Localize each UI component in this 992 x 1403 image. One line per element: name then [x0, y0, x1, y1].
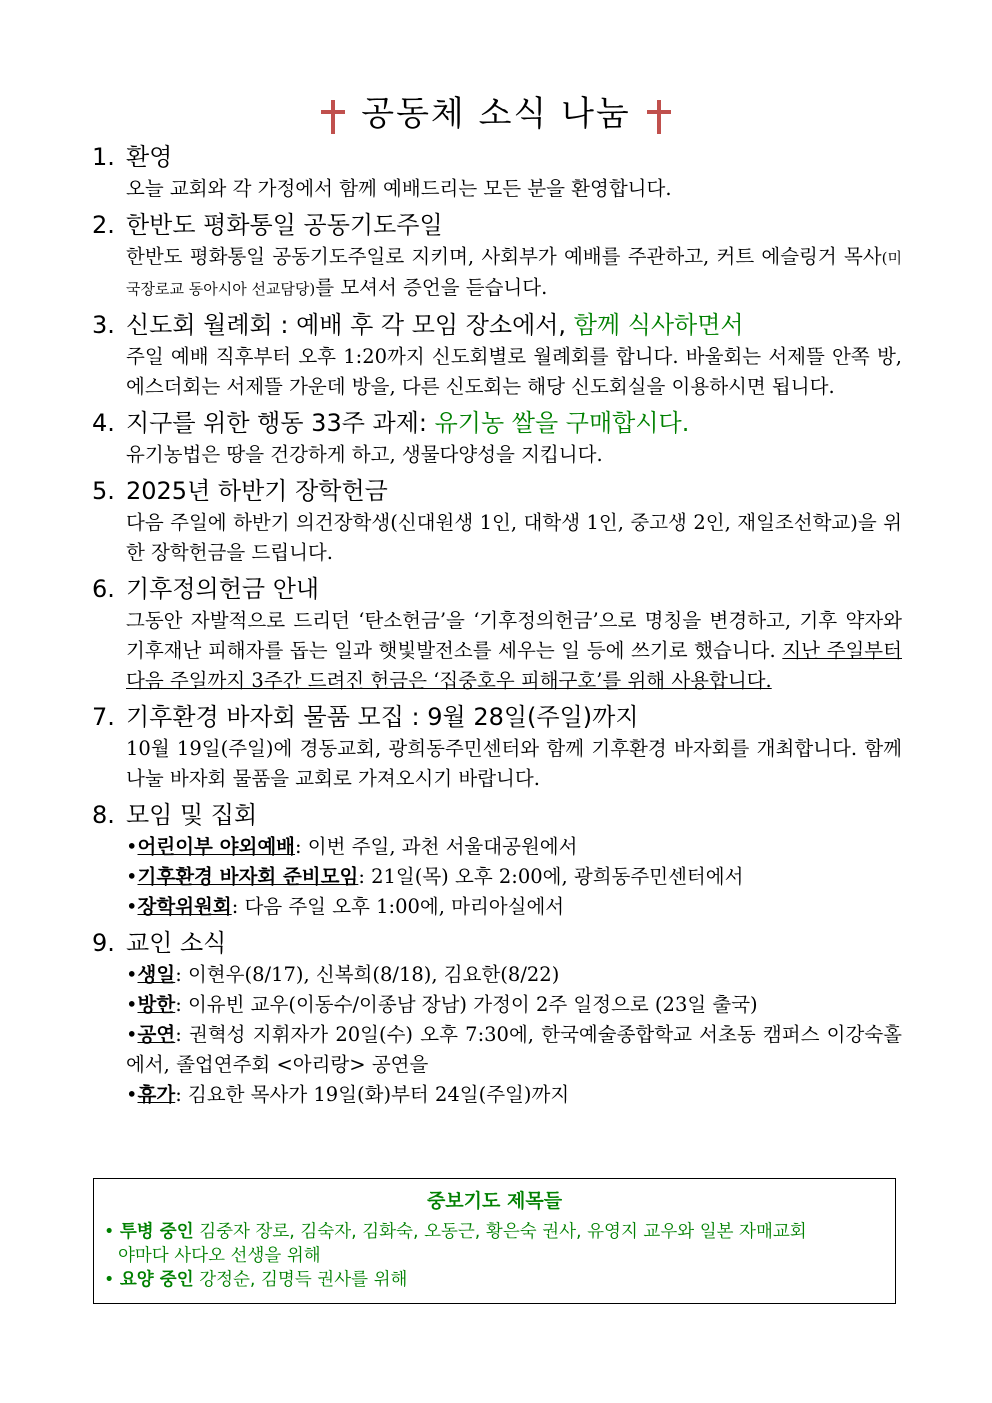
section-number: 3.: [92, 311, 115, 339]
prayer-item: [94, 1268, 895, 1292]
section-body: [92, 832, 902, 922]
section-body: 오늘 교회와 각 가정에서 함께 예배드리는 모든 분을 환영합니다.: [126, 177, 672, 200]
item-text: : 김요한 목사가 19일(화)부터 24일(주일)까지: [175, 1083, 570, 1106]
section-number: 2.: [92, 211, 115, 239]
section-climate-offering: [92, 572, 902, 696]
bullet-icon: •: [126, 1083, 138, 1106]
section-heading-highlight: 유기농 쌀을 구매합시다.: [426, 409, 690, 437]
list-item: [126, 862, 902, 892]
section-number: 6.: [92, 575, 115, 603]
prayer-title: 중보기도 제목들: [426, 1190, 563, 1212]
item-label: 공연: [137, 1023, 176, 1046]
section-body: 주일 예배 직후부터 오후 1:20까지 신도회별로 월례회를 합니다. 바울회는 서제뜰 안쪽 방, 에스더회는 서제뜰 가운데 방을, 다른 신도회는 해당 신도회실을 이용하시면 됩니다.: [126, 345, 902, 398]
body-text: 를 모셔서 증언을 듣습니다.: [315, 276, 548, 299]
news-list: [92, 140, 902, 1114]
prayer-text: 강정순, 김명득 권사를 위해: [193, 1270, 408, 1290]
prayer-box: [93, 1178, 896, 1304]
list-item: [126, 892, 902, 922]
item-text: : 다음 주일 오후 1:00에, 마리아실에서: [231, 895, 565, 918]
item-label: 어린이부 야외예배: [137, 835, 296, 858]
section-number: 7.: [92, 703, 115, 731]
item-label: 방한: [137, 993, 176, 1016]
section-heading: 모임 및 집회: [126, 801, 258, 829]
section-body: 유기농법은 땅을 건강하게 하고, 생물다양성을 지킵니다.: [126, 443, 603, 466]
body-underlined-text: 지난 주일부터 다음 주일까지 3주간 드려진 헌금은 ‘집중호우 피해구호’를 위해 사용합니다.: [126, 639, 902, 692]
section-heading: 2025년 하반기 장학헌금: [126, 477, 388, 505]
item-label: 장학위원회: [137, 895, 232, 918]
bullet-icon: •: [126, 993, 138, 1016]
list-item: [126, 1020, 902, 1080]
prayer-label: 요양 중인: [119, 1270, 194, 1290]
list-item: [126, 832, 902, 862]
section-bazaar: [92, 700, 902, 794]
section-scholarship: [92, 474, 902, 568]
section-monthly-meeting: [92, 308, 902, 402]
section-body: [92, 242, 902, 304]
item-text: : 이유빈 교우(이동수/이종남 장남) 가정이 2주 일정으로 (23일 출국): [175, 993, 758, 1016]
page-title: [0, 92, 992, 136]
cross-icon: [318, 96, 348, 136]
list-item: [126, 960, 902, 990]
section-number: 9.: [92, 929, 115, 957]
section-heading: 지구를 위한 행동 33주 과제:: [126, 409, 427, 437]
section-meetings: [92, 798, 902, 922]
section-earth-action: [92, 406, 902, 470]
section-body: 다음 주일에 하반기 의건장학생(신대원생 1인, 대학생 1인, 중고생 2인, 재일조선학교)을 위한 장학헌금을 드립니다.: [126, 511, 902, 564]
section-heading: 환영: [126, 143, 173, 171]
section-number: 8.: [92, 801, 115, 829]
prayer-label: 투병 중인: [119, 1222, 194, 1242]
item-label: 생일: [137, 963, 176, 986]
section-heading: 기후정의헌금 안내: [126, 575, 320, 603]
list-item: [126, 990, 902, 1020]
section-peace-prayer: [92, 208, 902, 304]
section-number: 5.: [92, 477, 115, 505]
bullet-icon: •: [126, 835, 138, 858]
bullet-icon: •: [126, 895, 138, 918]
section-number: 1.: [92, 143, 115, 171]
bullet-icon: •: [126, 963, 138, 986]
item-label: 휴가: [137, 1083, 176, 1106]
section-heading-highlight: 함께 식사하면서: [566, 311, 744, 339]
item-text: : 이번 주일, 과천 서울대공원에서: [295, 835, 578, 858]
title-text: 공동체 소식 나눔: [361, 94, 631, 134]
item-text: : 이현우(8/17), 신복희(8/18), 김요한(8/22): [175, 963, 560, 986]
section-heading: 신도회 월례회 : 예배 후 각 모임 장소에서,: [126, 311, 567, 339]
prayer-text: 야마다 사다오 선생을 위해: [118, 1246, 321, 1266]
section-body: [92, 960, 902, 1110]
bullet-icon: •: [126, 1023, 138, 1046]
item-text: : 21일(목) 오후 2:00에, 광희동주민센터에서: [358, 865, 744, 888]
section-welcome: [92, 140, 902, 204]
prayer-item: [94, 1220, 895, 1268]
item-text: : 권혁성 지휘자가 20일(수) 오후 7:30에, 한국예술종합학교 서초동 캠퍼스 이강숙홀에서, 졸업연주회 <아리랑> 공연을: [126, 1023, 902, 1076]
body-text: 그동안 자발적으로 드리던 ‘탄소헌금’을 ‘기후정의헌금’으로 명칭을 변경하고, 기후 약자와 기후재난 피해자를 돕는 일과 햇빛발전소를 세우는 일 등에 쓰기로 했습니다.: [126, 609, 902, 662]
section-number: 4.: [92, 409, 115, 437]
body-text: 한반도 평화통일 공동기도주일로 지키며, 사회부가 예배를 주관하고, 커트 에슬링거 목사: [126, 245, 882, 268]
body-note: (미국장로교 동아시아 선교담당): [126, 249, 902, 298]
section-heading: 한반도 평화통일 공동기도주일: [126, 211, 443, 239]
bullet-icon: •: [104, 1222, 115, 1242]
cross-icon: [644, 96, 674, 136]
item-label: 기후환경 바자회 준비모임: [137, 865, 359, 888]
bullet-icon: •: [104, 1270, 115, 1290]
section-body: 10월 19일(주일)에 경동교회, 광희동주민센터와 함께 기후환경 바자회를 개최합니다. 함께 나눌 바자회 물품을 교회로 가져오시기 바랍니다.: [126, 737, 902, 790]
bullet-icon: •: [126, 865, 138, 888]
section-heading: 교인 소식: [126, 929, 227, 957]
section-heading: 기후환경 바자회 물품 모집 : 9월 28일(주일)까지: [126, 703, 639, 731]
section-member-news: [92, 926, 902, 1110]
prayer-text: 김중자 장로, 김숙자, 김화숙, 오동근, 황은숙 권사, 유영지 교우와 일본 자매교회: [193, 1222, 807, 1242]
section-body: [92, 606, 902, 696]
list-item: [126, 1080, 902, 1110]
